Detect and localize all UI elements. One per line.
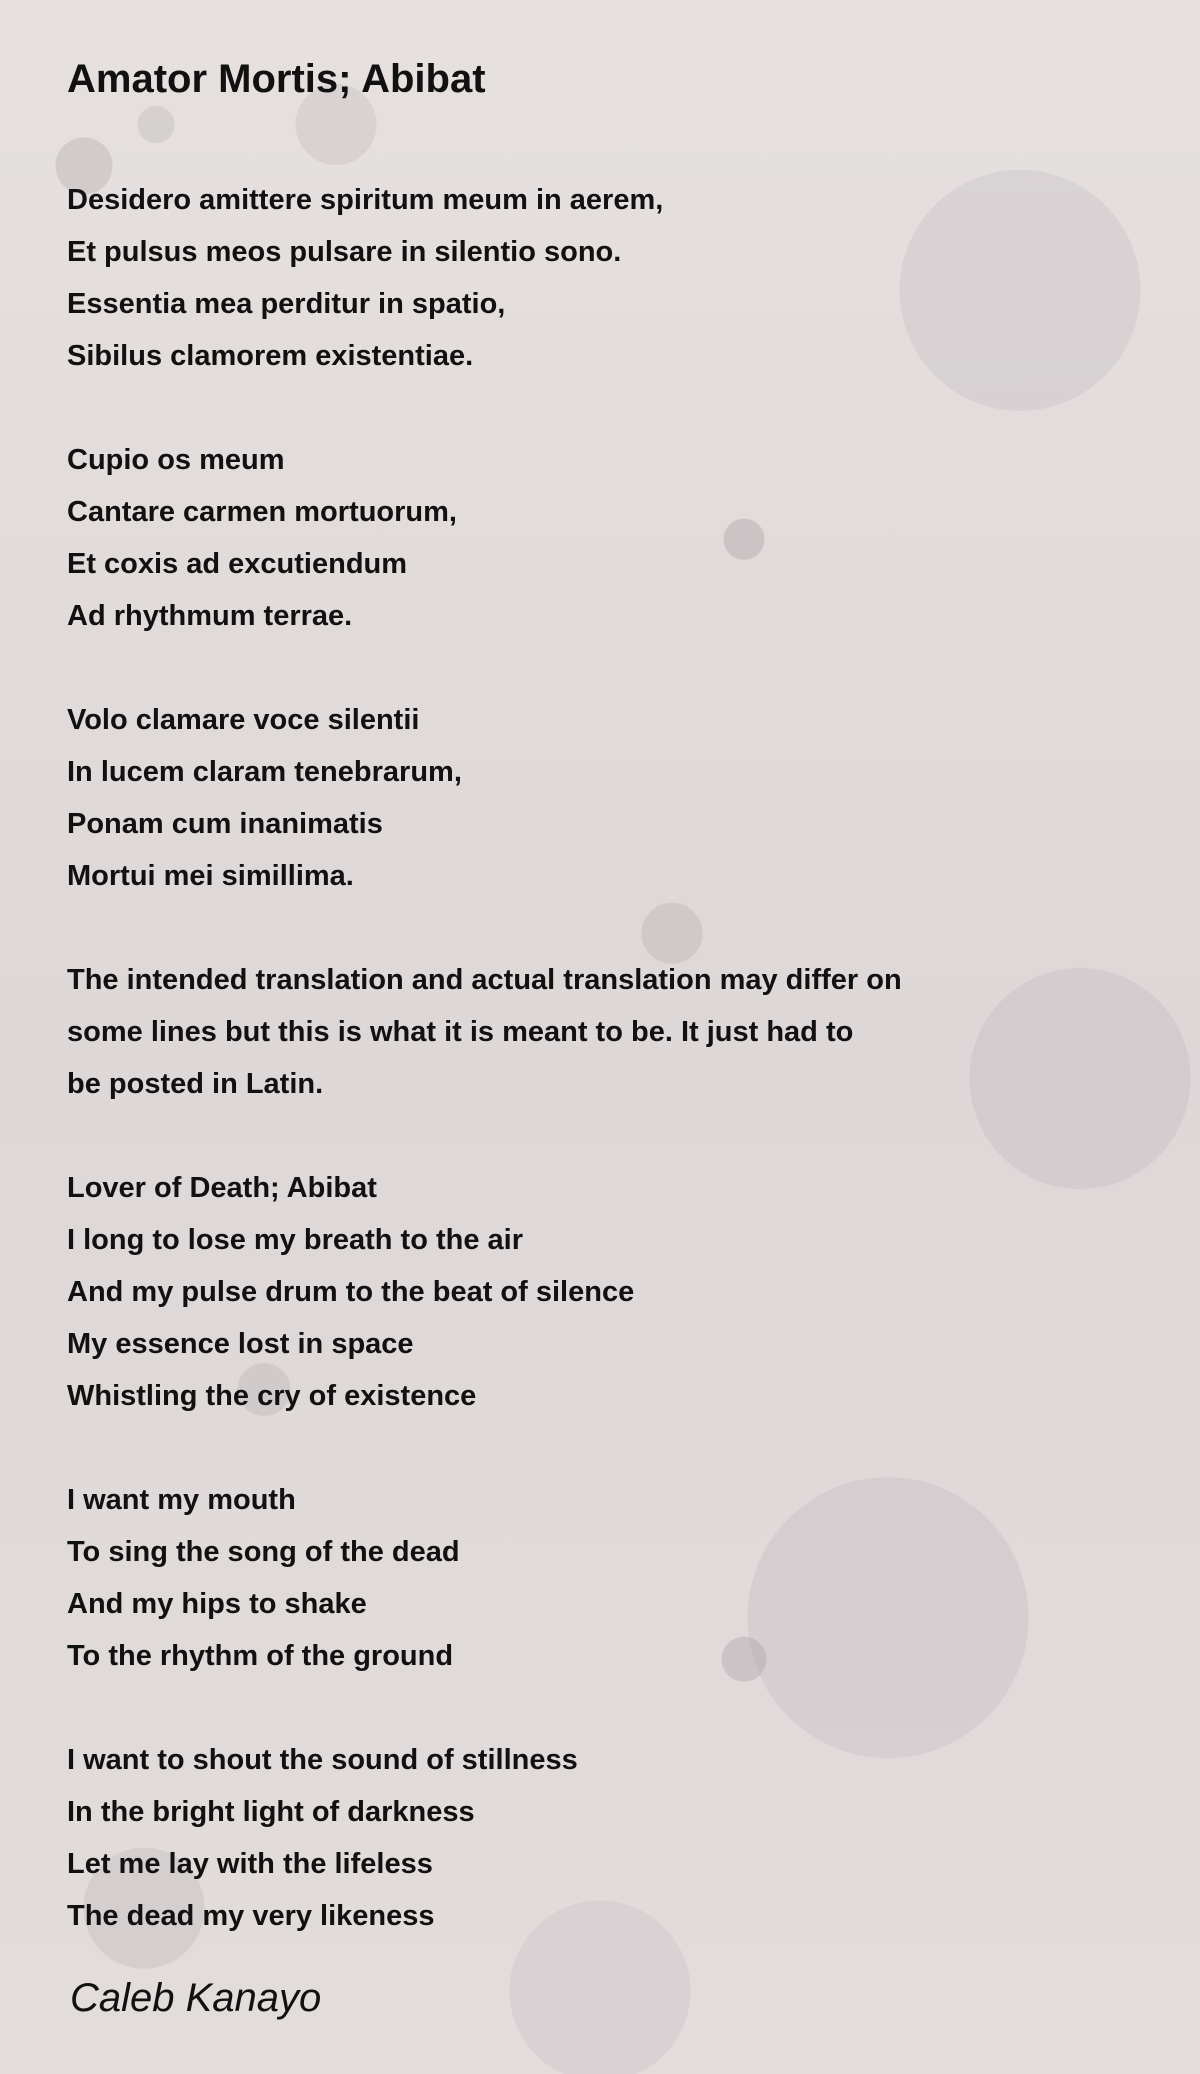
poem-line: Volo clamare voce silentii — [67, 704, 420, 736]
poem-line: Essentia mea perditur in spatio, — [67, 288, 506, 320]
poem-line: The dead my very likeness — [67, 1900, 435, 1932]
poem-line: And my hips to shake — [67, 1588, 367, 1620]
poem-line: Whistling the cry of existence — [67, 1380, 477, 1412]
stanza-break — [67, 1682, 1147, 1734]
poem-line: To the rhythm of the ground — [67, 1640, 454, 1672]
poem-line: Ad rhythmum terrae. — [67, 600, 353, 632]
author-name: Caleb Kanayo — [70, 1976, 322, 2020]
poem-line: Cupio os meum — [67, 444, 285, 476]
poem-line: In the bright light of darkness — [67, 1796, 475, 1828]
stanza-break — [67, 902, 1147, 954]
stanza-break — [67, 382, 1147, 434]
poem-line: And my pulse drum to the beat of silence — [67, 1276, 635, 1308]
poem-line: In lucem claram tenebrarum, — [67, 756, 462, 788]
poem-line: Et pulsus meos pulsare in silentio sono. — [67, 236, 622, 268]
poem-title: Amator Mortis; Abibat — [67, 57, 486, 101]
poem-line: I want to shout the sound of stillness — [67, 1744, 578, 1776]
poem-line: I long to lose my breath to the air — [67, 1224, 523, 1256]
poem-line: Let me lay with the lifeless — [67, 1848, 433, 1880]
poem-line: Cantare carmen mortuorum, — [67, 496, 457, 528]
poem-line: Mortui mei simillima. — [67, 860, 354, 892]
poem-line: Sibilus clamorem existentiae. — [67, 340, 474, 372]
stanza-break — [67, 642, 1147, 694]
poem-line: To sing the song of the dead — [67, 1536, 460, 1568]
poem-line: The intended translation and actual translation may differ on — [67, 964, 902, 996]
poem-line: I want my mouth — [67, 1484, 296, 1516]
stanza-break — [67, 1422, 1147, 1474]
poem-line: Lover of Death; Abibat — [67, 1172, 377, 1204]
poem-line: Desidero amittere spiritum meum in aerem, — [67, 184, 664, 216]
poem-body — [67, 174, 1147, 1942]
poem-line: be posted in Latin. — [67, 1068, 324, 1100]
poem-line: My essence lost in space — [67, 1328, 414, 1360]
poem — [67, 40, 1147, 1942]
poem-line: Et coxis ad excutiendum — [67, 548, 408, 580]
poem-line: Ponam cum inanimatis — [67, 808, 383, 840]
poem-line: some lines but this is what it is meant to be. It just had to — [67, 1016, 854, 1048]
stanza-break — [67, 1110, 1147, 1162]
